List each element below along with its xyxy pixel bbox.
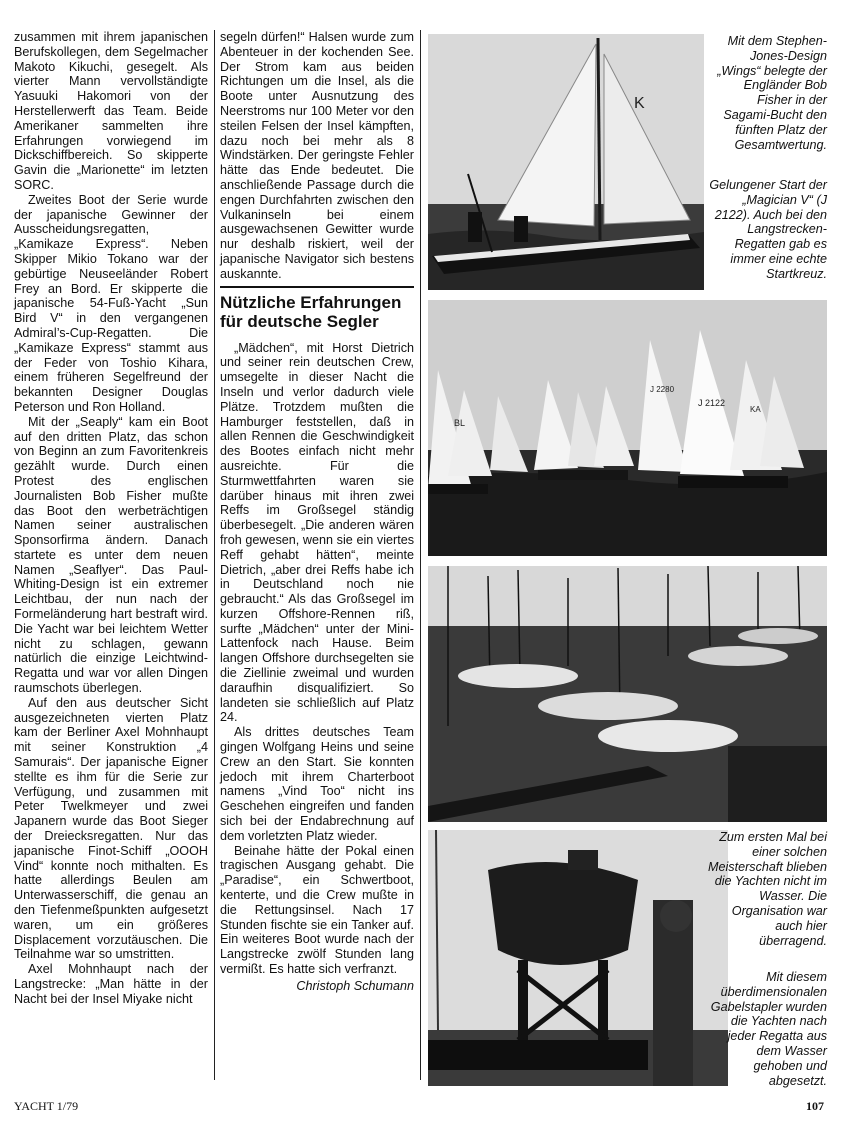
magazine-issue: YACHT 1/79 (14, 1099, 79, 1113)
sail-number: J 2122 (698, 398, 726, 408)
paragraph: Axel Mohnhaupt nach der Langstrecke: „Man hätte in der Nacht bei der Insel Miyake nicht (14, 962, 208, 1006)
sail-number: BL (454, 418, 466, 428)
paragraph: Mit der „Seaply“ kam ein Boot auf den dritten Platz, das schon von Beginn an zum Favoritenkreis gezählt wurde. Durch einen Protest des englischen Journalisten Bob Fisher mußte das Boot den werbeträchtigen Namen seiner australischen Sponsorfirma ändern. Danach startete es unter dem neuen Namen „Seaflyer“. Das Paul-Whiting-Design ist ein extremer Leichtbau, der nun nach der Formeländerung hart bestraft wird. Die Yacht war bei leichtem Wetter nicht zu schlagen, gewann natürlich die einzige Leichtwind-Regatta und war vor allen Dingen raumschots überlegen. (14, 414, 208, 696)
paragraph: Als drittes deutsches Team gingen Wolfgang Heins und seine Crew an den Start. Sie konnten jedoch mit ihrem Charterboot namens „Vind Too“ nicht ins Geschehen eingreifen und fanden sich bei der Endabrechnung auf dem vorletzten Platz wieder. (220, 725, 414, 843)
paragraph: zusammen mit ihrem japanischen Berufskollegen, dem Segelmacher Makoto Kikuchi, gesegelt. Als vierter Mann vervollständigte Yasuuki Hakomori von der Herstellerwerft das Team. Beide Amerikaner sammelten ihre Erfahrungen vorwiegend im Dickschiffbereich. So skipperte Gavin die „Marionette“ im letzten SORC. (14, 30, 208, 192)
paragraph: Auf den aus deutscher Sicht ausgezeichneten vierten Platz kam der Berliner Axel Mohnhaupt mit seiner Konstruktion „4 Samurais“. Der japanische Eigner stellte es ihm für die Serie zur Verfügung, und zusammen mit Peter Twelkmeyer und zwei Japanern wurde das Boot Sieger der Dreiecksregatten. Nur das japanische Finot-Schiff „OOOH Vind“ konnte noch mithalten. Es hatte allerdings Beulen am Unterwasserschiff, die genau an den Tiefenmeßpunkten aufgesetzt waren, um ein größeres Displacement vorzutäuschen. Die Teilnahme war so umstritten. (14, 695, 208, 962)
column-divider (420, 30, 421, 1080)
photo-yachts-on-land (428, 566, 827, 822)
article-column-1 (14, 30, 208, 1007)
page-number: 107 (806, 1099, 824, 1113)
photo-caption: Zum ersten Mal bei einer solchen Meisterschaft blieben die Yachten nicht im Wasser. Die Organisation war auch hier überragend. (708, 830, 828, 948)
sail-number: K (634, 95, 645, 112)
photo-caption: Mit dem Stephen-Jones-Design „Wings“ belegte der Engländer Bob Fisher in der Sagami-Bucht den fünften Platz der Gesamtwertung. (717, 34, 827, 152)
article-column-2 (220, 30, 414, 994)
section-heading: Nützliche Erfahrungen für deutsche Segler (220, 286, 414, 331)
paragraph: „Mädchen“, mit Horst Dietrich und seiner rein deutschen Crew, umsegelte in dieser Nacht die Inseln und verlor dadurch viele Plätze. Trotzdem mußten die Hamburger feststellen, daß in allen Rennen die Geschwindigkeit des Bootes einfach nicht mehr ausreichte. Für die Sturmwettfahrten waren sie darüber hinaus mit ihren zwei Reffs im Großsegel ständig überbesegelt. „Die anderen wären froh gewesen, wenn sie ein viertes Reff gehabt hätten“, meinte Dietrich, „aber drei Reffs habe ich in Deutschland noch nie gebraucht.“ Als das Großsegel im kurzen Offshore-Rennen riß, surfte „Mädchen“ unter der Mini-Lattenfock nach Hause. Beim langen Offshore durchsegelten sie die Ziellinie zweimal und wurden daraufhin disqualifiziert. So landeten sie schließlich auf Platz 24. (220, 340, 414, 725)
sail-number: KA (750, 405, 761, 414)
photo-yacht-wings (428, 34, 704, 290)
column-divider (214, 30, 215, 1080)
paragraph: Zweites Boot der Serie wurde der japanische Gewinner der Ausscheidungsregatten, „Kamikaze Express“. Neben Skipper Mikio Tokano war der gebürtige Neuseeländer Robert Frey an Bord. Er skipperte die japanische 54-Fuß-Yacht „Sun Bird V“ in den vergangenen Admiral’s-Cup-Regatten. Die „Kamikaze Express“ stammt aus der Feder von Toshio Kihara, einem früheren Segelfreund der bekannten Designer Douglas Peterson und Ron Holland. (14, 192, 208, 414)
author-signature: Christoph Schumann (296, 978, 414, 993)
photo-regatta-start (428, 300, 827, 556)
photo-forklift (428, 830, 728, 1086)
photo-caption: Mit diesem überdimensionalen Gabelstapler wurden die Yachten nach jeder Regatta aus dem Wasser gehoben und abgesetzt. (710, 970, 827, 1088)
sail-number: J 2280 (650, 385, 675, 394)
paragraph: Beinahe hätte der Pokal einen tragischen Ausgang gehabt. Die „Paradise“, ein Schwertboot, kenterte, und die Crew mußte in die Rettungsinsel. Nach 17 Stunden fischte sie ein Tanker auf. Ein weiteres Boot wurde nach der Langstrecke zwölf Stunden lang vermißt. Es hatte sich verfranzt. (220, 843, 414, 977)
paragraph: segeln dürfen!“ Halsen wurde zum Abenteuer in der kochenden See. Der Strom kam aus beiden Richtungen um die Insel, als die Boote unter Ausnutzung des Neerstroms nur 100 Meter vor den steilen Felsen der Insel kämpften, dazu noch bei mehr als 8 Windstärken. Der geringste Fehler hätte das Ende bedeutet. Die anschließende Passage durch die engen Durchfahrten zwischen den Vulkaninseln bei einem ausgewachsenen Gewitter wurde nur deshalb riskiert, weil der japanische Navigator sich bestens auskannte. (220, 30, 414, 281)
photo-caption: Gelungener Start der „Magician V“ (J 2122). Auch bei den Langstrecken-Regatten gab es immer eine echte Startkreuz. (709, 178, 827, 281)
